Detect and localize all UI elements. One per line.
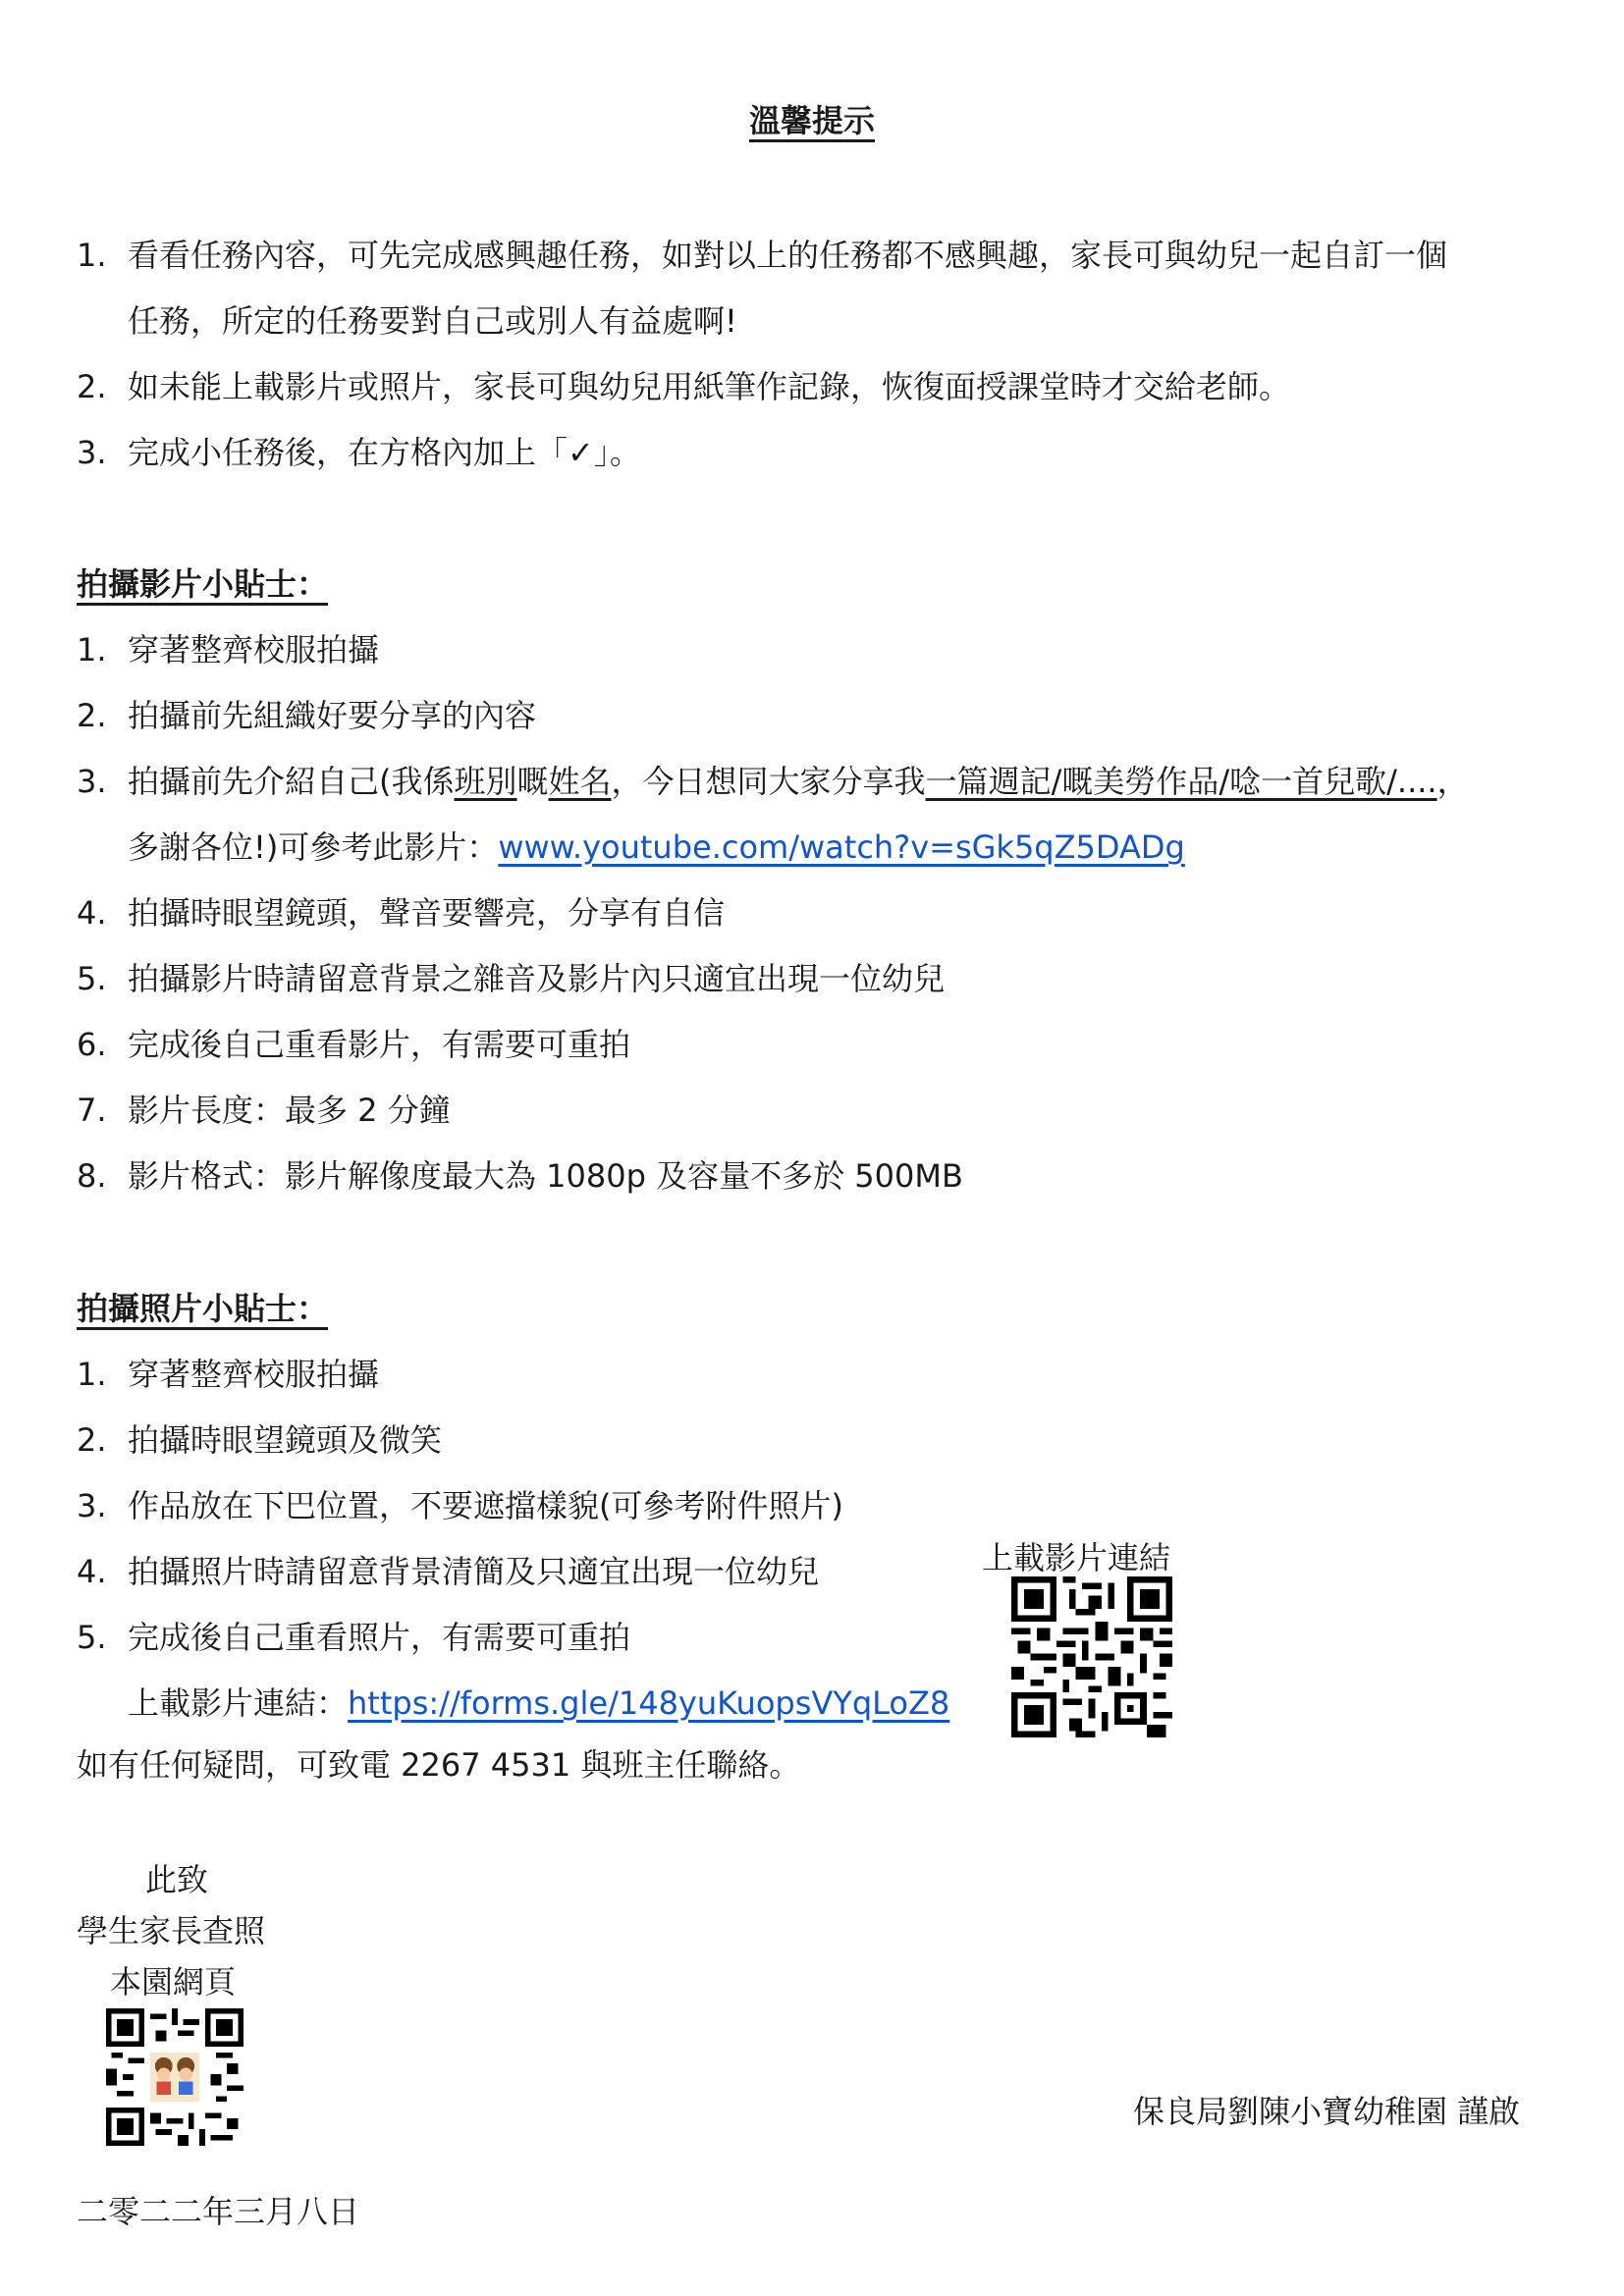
video-tip-6: 6. 完成後自己重看影片，有需要可重拍 (77, 1026, 631, 1063)
note-item-3: 3. 完成小任務後，在方格內加上「✓」。 (77, 434, 641, 471)
website-qr-caption: 本園網頁 (110, 1963, 237, 2001)
website-qr-code[interactable] (106, 2008, 244, 2146)
letter-date: 二零二二年三月八日 (77, 2193, 360, 2230)
note-item-2: 2. 如未能上載影片或照片，家長可與幼兒用紙筆作記錄，恢復面授課堂時才交給老師。 (77, 368, 1291, 405)
photo-tip-2: 2. 拍攝時眼望鏡頭及微笑 (77, 1421, 443, 1459)
upload-qr-caption: 上載影片連結 (982, 1539, 1171, 1576)
photo-tip-1: 1. 穿著整齊校服拍攝 (77, 1356, 380, 1393)
video-tip-1: 1. 穿著整齊校服拍攝 (77, 631, 380, 668)
photo-tips-heading: 拍攝照片小貼士： (77, 1290, 329, 1327)
video-tip-3-cont: 多謝各位!)可參考此影片：www.youtube.com/watch?v=sGk5qZ5DADg (128, 828, 1185, 866)
closing-recipient: 學生家長查照 (77, 1912, 266, 1949)
qr-code-icon (1011, 1576, 1172, 1737)
signature: 保良局劉陳小寶幼稚園 謹啟 (1133, 2093, 1521, 2130)
video-tip-5: 5. 拍攝影片時請留意背景之雜音及影片內只適宜出現一位幼兒 (77, 960, 946, 997)
video-tip-2: 2. 拍攝前先組織好要分享的內容 (77, 697, 537, 734)
video-tips-heading: 拍攝影片小貼士： (77, 565, 329, 603)
upload-qr-code[interactable] (1011, 1576, 1172, 1737)
video-tip-4: 4. 拍攝時眼望鏡頭，聲音要響亮，分享有自信 (77, 894, 726, 932)
upload-form-link[interactable]: https://forms.gle/148yuKuopsVYqLoZ8 (348, 1684, 950, 1722)
photo-tip-3: 3. 作品放在下巴位置，不要遮擋樣貌(可參考附件照片) (77, 1487, 843, 1524)
contact-line: 如有任何疑問，可致電 2267 4531 與班主任聯絡。 (77, 1746, 801, 1784)
video-tip-7: 7. 影片長度：最多 2 分鐘 (77, 1092, 451, 1129)
note-item-1-cont: 任務，所定的任務要對自己或別人有益處啊! (128, 302, 737, 340)
youtube-link[interactable]: www.youtube.com/watch?v=sGk5qZ5DADg (498, 828, 1185, 866)
upload-link-line: 上載影片連結：https://forms.gle/148yuKuopsVYqLoZ8 (128, 1684, 950, 1722)
page-title: 溫馨提示 (748, 102, 875, 139)
photo-tip-4: 4. 拍攝照片時請留意背景清簡及只適宜出現一位幼兒 (77, 1553, 820, 1590)
video-tip-8: 8. 影片格式：影片解像度最大為 1080p 及容量不多於 500MB (77, 1157, 963, 1195)
closing-salutation: 此致 (145, 1861, 209, 1898)
photo-tip-5: 5. 完成後自己重看照片，有需要可重拍 (77, 1619, 631, 1656)
qr-code-icon (106, 2008, 244, 2146)
video-tip-3: 3. 拍攝前先介紹自己(我係班別嘅姓名，今日想同大家分享我一篇週記/嘅美勞作品/唸一首兒歌/....， (77, 763, 1469, 800)
note-item-1: 1. 看看任務內容，可先完成感興趣任務，如對以上的任務都不感興趣，家長可與幼兒一起自訂一個 (77, 237, 1448, 274)
